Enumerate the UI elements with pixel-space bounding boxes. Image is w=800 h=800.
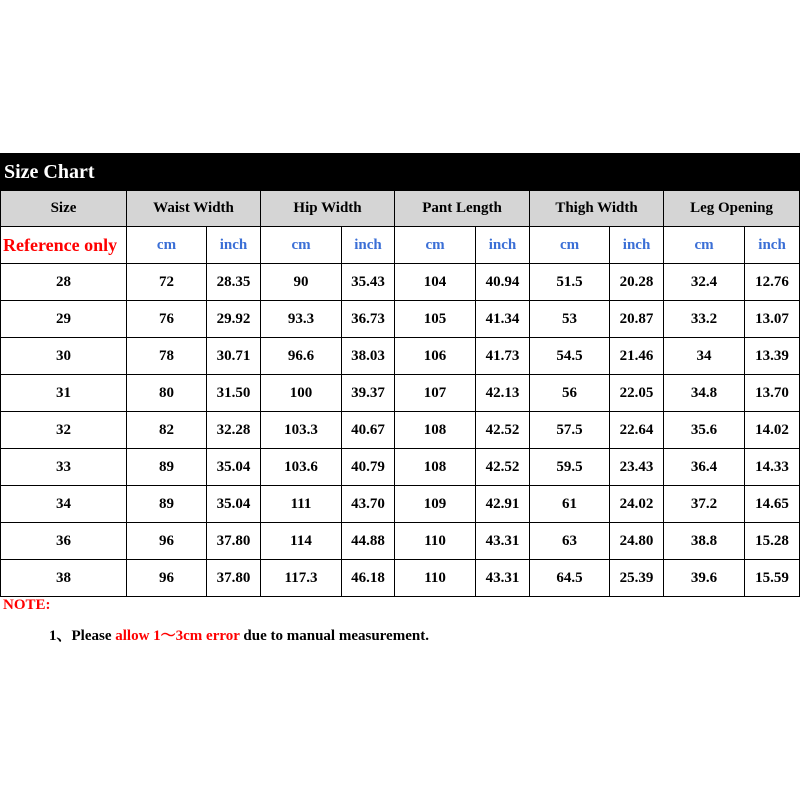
measurement-cell: 57.5 [530,412,610,449]
measurement-cell: 117.3 [261,560,342,597]
measurement-cell: 40.79 [342,449,395,486]
size-cell: 31 [1,375,127,412]
unit-cell: inch [610,227,664,264]
measurement-cell: 35.6 [664,412,745,449]
measurement-cell: 103.6 [261,449,342,486]
table-row [1,523,800,560]
measurement-cell: 40.94 [476,264,530,301]
measurement-cell: 46.18 [342,560,395,597]
units-row [1,227,800,264]
measurement-cell: 103.3 [261,412,342,449]
measurement-cell: 15.59 [745,560,800,597]
note-title: NOTE: [3,597,51,613]
unit-cell: cm [127,227,207,264]
measurement-cell: 82 [127,412,207,449]
measurement-cell: 34 [664,338,745,375]
measurement-cell: 14.02 [745,412,800,449]
measurement-cell: 106 [395,338,476,375]
unit-cell: cm [530,227,610,264]
size-cell: 34 [1,486,127,523]
measurement-cell: 110 [395,560,476,597]
measurement-cell: 40.67 [342,412,395,449]
measurement-cell: 28.35 [207,264,261,301]
measurement-cell: 39.6 [664,560,745,597]
size-cell: 28 [1,264,127,301]
measurement-cell: 109 [395,486,476,523]
measurement-cell: 42.13 [476,375,530,412]
unit-cell: cm [395,227,476,264]
measurement-cell: 20.28 [610,264,664,301]
measurement-cell: 13.39 [745,338,800,375]
table-row [1,449,800,486]
measurement-cell: 107 [395,375,476,412]
measurement-cell: 90 [261,264,342,301]
measurement-cell: 29.92 [207,301,261,338]
note-text [49,624,429,645]
measurement-cell: 53 [530,301,610,338]
measurement-cell: 72 [127,264,207,301]
measurement-cell: 25.39 [610,560,664,597]
measurement-cell: 30.71 [207,338,261,375]
measurement-cell: 32.4 [664,264,745,301]
measurement-cell: 38.8 [664,523,745,560]
unit-cell: cm [664,227,745,264]
measurement-cell: 14.65 [745,486,800,523]
header-cell-thigh-width: Thigh Width [530,191,664,227]
header-cell-leg-opening: Leg Opening [664,191,800,227]
measurement-cell: 20.87 [610,301,664,338]
measurement-cell: 24.80 [610,523,664,560]
measurement-cell: 14.33 [745,449,800,486]
measurement-cell: 63 [530,523,610,560]
size-cell: 32 [1,412,127,449]
header-cell-waist-width: Waist Width [127,191,261,227]
measurement-cell: 51.5 [530,264,610,301]
measurement-cell: 111 [261,486,342,523]
measurement-cell: 22.64 [610,412,664,449]
measurement-cell: 42.52 [476,412,530,449]
measurement-cell: 39.37 [342,375,395,412]
header-cell-hip-width: Hip Width [261,191,395,227]
measurement-cell: 44.88 [342,523,395,560]
measurement-cell: 41.34 [476,301,530,338]
measurement-cell: 21.46 [610,338,664,375]
measurement-cell: 33.2 [664,301,745,338]
table-row [1,264,800,301]
measurement-cell: 89 [127,449,207,486]
measurement-cell: 23.43 [610,449,664,486]
unit-cell: inch [745,227,800,264]
reference-only-label: Reference only [1,227,127,264]
unit-cell: inch [476,227,530,264]
size-cell: 30 [1,338,127,375]
measurement-cell: 37.2 [664,486,745,523]
table-row [1,560,800,597]
measurement-cell: 108 [395,412,476,449]
measurement-cell: 22.05 [610,375,664,412]
measurement-cell: 89 [127,486,207,523]
header-row [1,191,800,227]
measurement-cell: 96 [127,523,207,560]
measurement-cell: 64.5 [530,560,610,597]
table-row [1,486,800,523]
measurement-cell: 96.6 [261,338,342,375]
measurement-cell: 56 [530,375,610,412]
table-row [1,338,800,375]
measurement-cell: 93.3 [261,301,342,338]
measurement-cell: 37.80 [207,560,261,597]
measurement-cell: 13.70 [745,375,800,412]
table-row [1,301,800,338]
measurement-cell: 42.91 [476,486,530,523]
measurement-cell: 13.07 [745,301,800,338]
measurement-cell: 12.76 [745,264,800,301]
measurement-cell: 78 [127,338,207,375]
note-suffix: due to manual measurement. [239,628,429,644]
unit-cell: inch [342,227,395,264]
size-chart-table [0,190,800,597]
measurement-cell: 43.31 [476,523,530,560]
measurement-cell: 37.80 [207,523,261,560]
size-cell: 33 [1,449,127,486]
measurement-cell: 96 [127,560,207,597]
measurement-cell: 114 [261,523,342,560]
measurement-cell: 54.5 [530,338,610,375]
unit-cell: inch [207,227,261,264]
size-cell: 36 [1,523,127,560]
size-cell: 29 [1,301,127,338]
measurement-cell: 34.8 [664,375,745,412]
measurement-cell: 36.4 [664,449,745,486]
note-highlight: allow 1～3cm error [115,628,240,644]
measurement-cell: 32.28 [207,412,261,449]
measurement-cell: 108 [395,449,476,486]
measurement-cell: 80 [127,375,207,412]
measurement-cell: 100 [261,375,342,412]
measurement-cell: 43.31 [476,560,530,597]
header-cell-pant-length: Pant Length [395,191,530,227]
measurement-cell: 61 [530,486,610,523]
measurement-cell: 35.04 [207,486,261,523]
measurement-cell: 110 [395,523,476,560]
measurement-cell: 105 [395,301,476,338]
measurement-cell: 42.52 [476,449,530,486]
note-prefix: 1、Please [49,628,116,644]
measurement-cell: 31.50 [207,375,261,412]
measurement-cell: 15.28 [745,523,800,560]
size-cell: 38 [1,560,127,597]
measurement-cell: 38.03 [342,338,395,375]
measurement-cell: 35.04 [207,449,261,486]
measurement-cell: 24.02 [610,486,664,523]
measurement-cell: 43.70 [342,486,395,523]
size-chart-title: Size Chart [0,153,800,190]
table-row [1,375,800,412]
measurement-cell: 104 [395,264,476,301]
measurement-cell: 36.73 [342,301,395,338]
unit-cell: cm [261,227,342,264]
measurement-cell: 76 [127,301,207,338]
header-cell-size: Size [1,191,127,227]
measurement-cell: 35.43 [342,264,395,301]
measurement-cell: 59.5 [530,449,610,486]
table-row [1,412,800,449]
measurement-cell: 41.73 [476,338,530,375]
